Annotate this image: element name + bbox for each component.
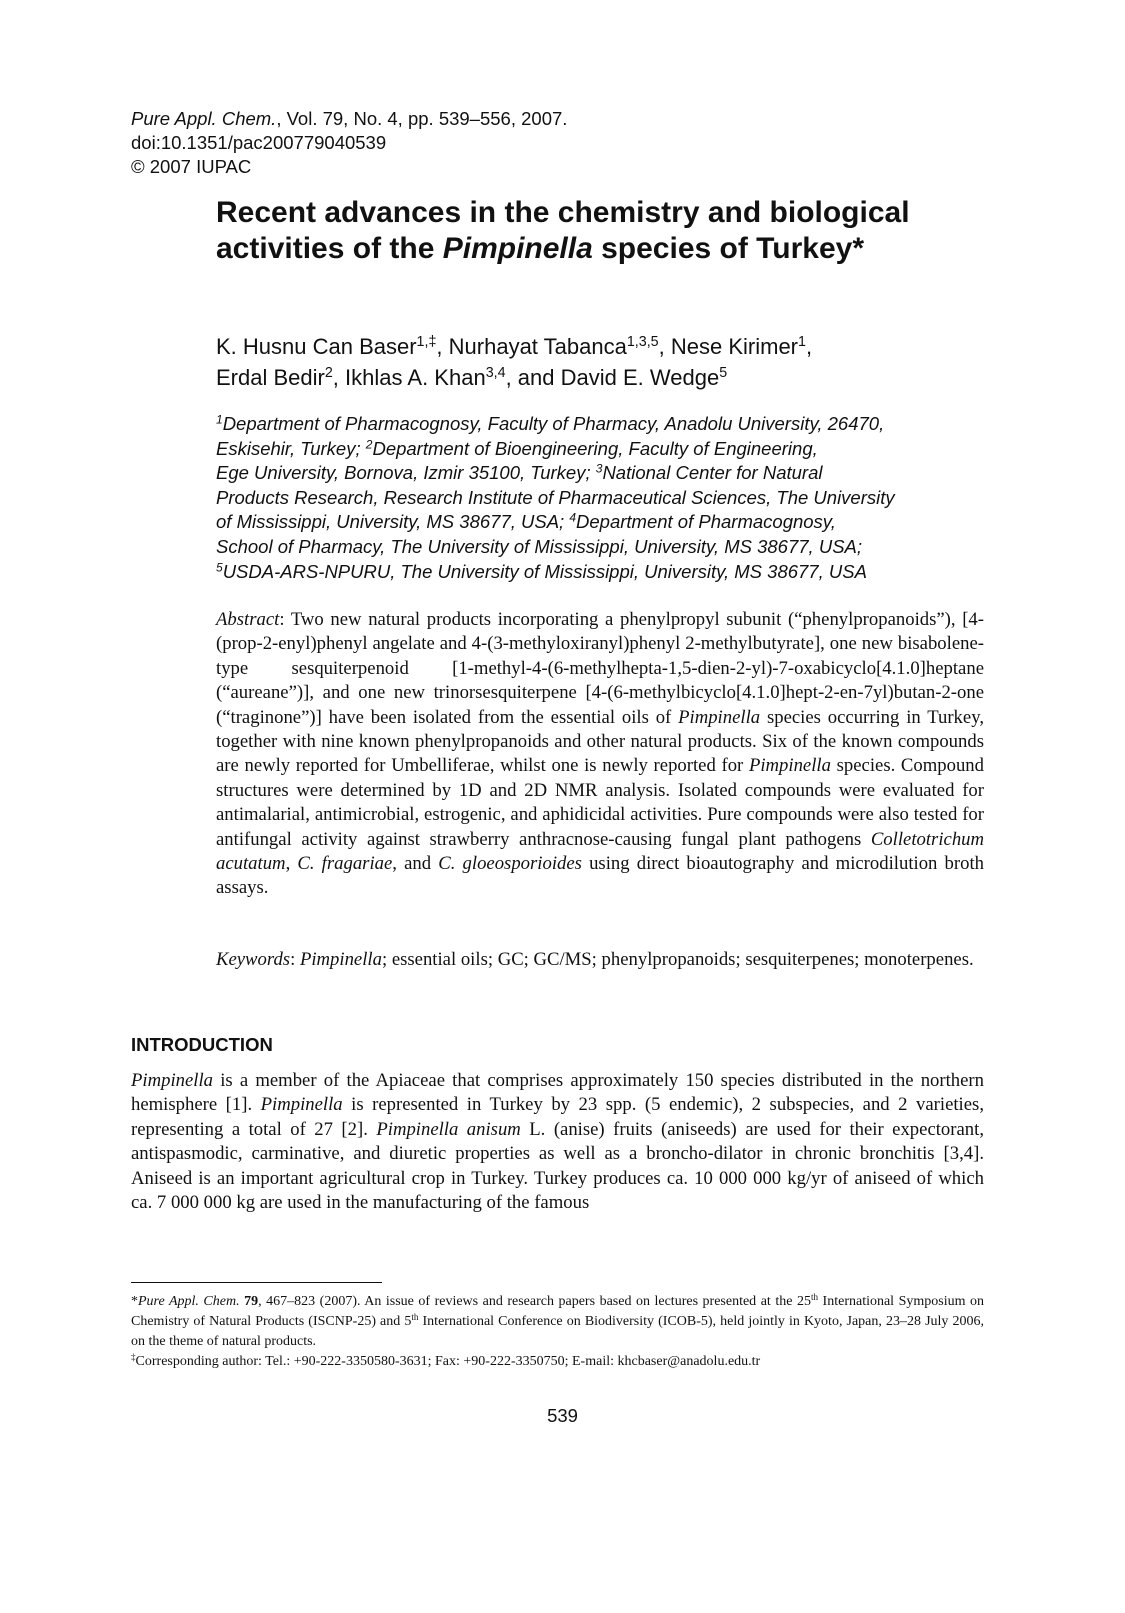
footnote-divider [131,1282,382,1283]
page-number: 539 [547,1405,578,1426]
footnote: *Pure Appl. Chem. 79, 467–823 (2007). An issue of reviews and research papers based on lectures presented at the 25th International Symposium on Chemistry of Natural Products (ISCNP-25) and 5th International Conference on Biodiversity (ICOB-5), held jointly in Kyoto, Japan, 23–28 July 2006, on the theme of natural products. [131,1292,985,1349]
keywords: Keywords: Pimpinella; essential oils; GC; GC/MS; phenylpropanoids; sesquiterpenes; monoterpenes. [216,949,974,970]
author: David E. Wedge$^5$ [560,365,728,390]
keywords-label: Keywords [216,949,291,970]
affiliation-line: Ege University, Bornova, Izmir 35100, Turkey; $^3$National Center for Natural [216,461,823,484]
author: Nese Kirimer$^1$, [670,334,813,359]
footnotes [131,1292,984,1372]
citation-line [131,107,567,131]
affiliation-line: $^1$Department of Pharmacognosy, Faculty of Pharmacy, Anadolu University, 26470, [216,412,885,434]
abstract-label: Abstract [216,609,280,630]
affiliation-line: of Mississippi, University, MS 38677, USA; $^4$Department of Pharmacognosy, [216,510,836,533]
affiliation-line: Eskisehir, Turkey; $^2$Department of Bioengineering, Faculty of Engineering, [216,436,818,459]
author-list [216,331,1006,393]
author: Nurhayat Tabanca$^{1,3,5}$, [448,334,671,359]
citation-details: , Vol. 79, No. 4, pp. 539–556, 2007. [276,108,568,129]
author: Ikhlas A. Khan$^{3,4}$, and [345,365,561,390]
doi: doi:10.1351/pac200779040539 [131,132,387,153]
paper-title [216,195,1006,267]
title-text-2: species of Turkey* [592,232,865,265]
journal-name: Pure Appl. Chem. [131,108,277,129]
author: Erdal Bedir$^2$, [216,365,346,390]
footnote: ‡Corresponding author: Tel.: +90-222-3350580-3631; Fax: +90-222-3350750; E-mail: khcbaser@anadolu.edu.tr [131,1352,761,1369]
affiliations [216,412,1006,584]
journal-header [131,107,567,179]
copyright: © 2007 IUPAC [131,156,252,177]
affiliation-line: School of Pharmacy, The University of Mississippi, University, MS 38677, USA; [216,535,863,557]
affiliation-line: Products Research, Research Institute of Pharmaceutical Sciences, The University [216,486,895,508]
introduction-paragraph: Pimpinella is a member of the Apiaceae that comprises approximately 150 species distributed in the northern hemisphere [1]. Pimpinella is represented in Turkey by 23 spp. (5 endemic), 2 subspecies, and 2 varieties, representing a total of 27 [2]. Pimpinella anisum L. (anise) fruits (aniseeds) are used for their expectorant, antispasmodic, carminative, and diuretic properties as well as a broncho-dilator in chronic bronchitis [3,4]. Aniseed is an important agricultural crop in Turkey. Turkey produces ca. 10 000 000 kg/yr of aniseed of which ca. 7 000 000 kg are used in the manufacturing of the famous [131,1070,984,1214]
title-text-1: Recent advances in the chemistry and biological activities of the [216,196,910,265]
title-genus: Pimpinella [442,232,593,265]
affiliation-line: $^5$USDA-ARS-NPURU, The University of Mississippi, University, MS 38677, USA [216,559,867,582]
section-heading: INTRODUCTION [131,1034,273,1055]
abstract: Abstract: Two new natural products incorporating a phenylpropyl subunit (“phenylpropanoids”), [4-(prop-2-enyl)phenyl angelate and 4-(3-methyloxiranyl)phenyl 2-methylbutyrate], one new bisabolene-type sesquiterpenoid [1-methyl-4-(6-methylhepta-1,5-dien-2-yl)-7-oxabicyclo[4.1.0]heptane (“aureane”)], and one new trinorsesquiterpene [4-(6-methylbicyclo[4.1.0]hept-2-en-7yl)butan-2-one (“traginone”)] have been isolated from the essential oils of Pimpinella species occurring in Turkey, together with nine known phenylpropanoids and other natural products. Six of the known compounds are newly reported for Umbelliferae, whilst one is newly reported for Pimpinella species. Compound structures were determined by 1D and 2D NMR analysis. Isolated compounds were evaluated for antimalarial, antimicrobial, estrogenic, and aphidicidal activities. Pure compounds were also tested for antifungal activity against strawberry anthracnose-causing fungal plant pathogens Colletotrichum acutatum, C. fragariae, and C. gloeosporioides using direct bioautography and microdilution broth assays. [216,609,984,899]
author: K. Husnu Can Baser$^{1,\ddagger}$, [216,334,449,359]
